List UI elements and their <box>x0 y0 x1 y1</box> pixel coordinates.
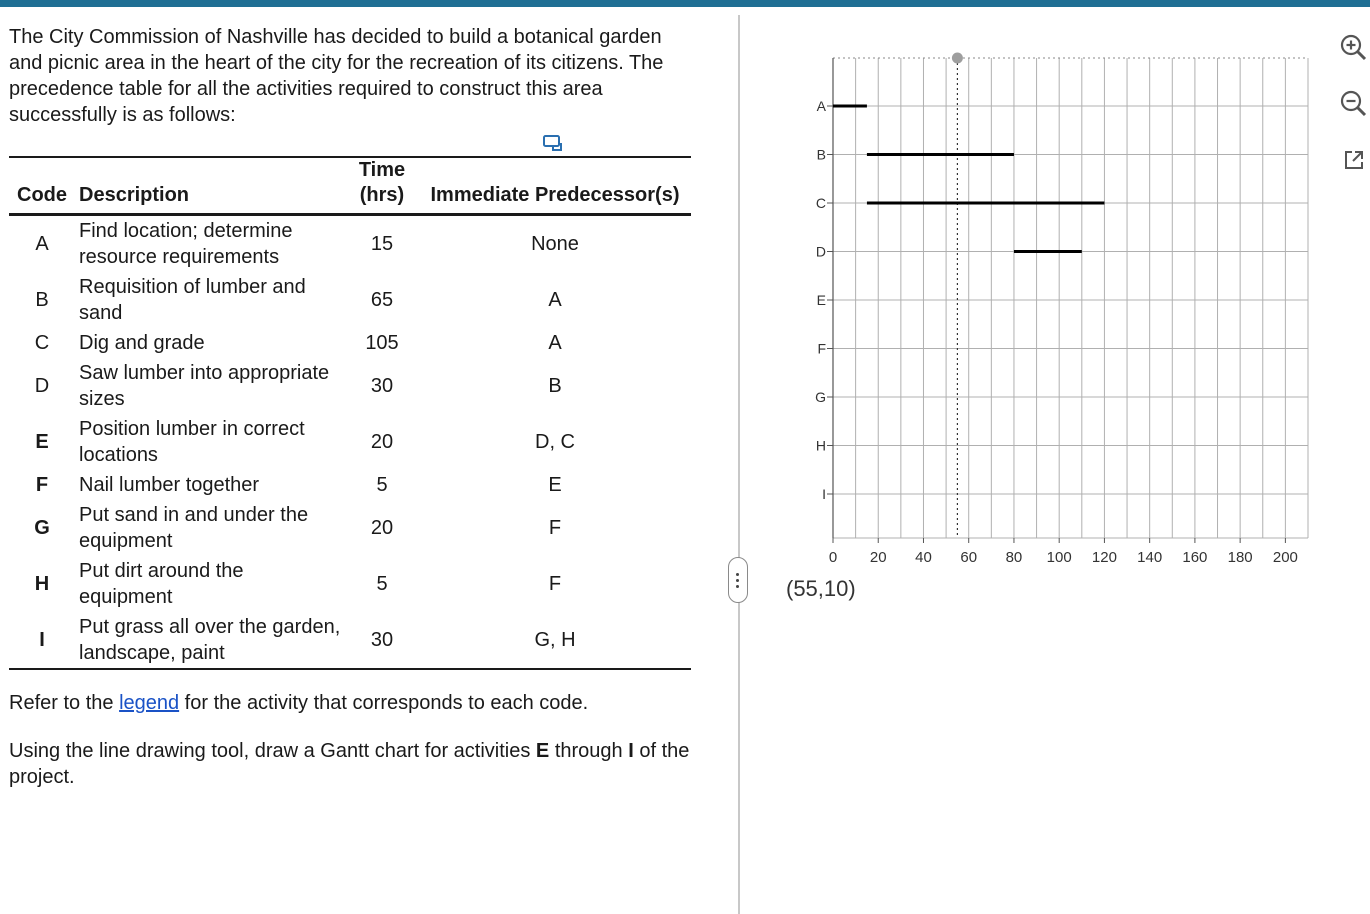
y-tick-label: F <box>817 340 826 357</box>
x-tick-label: 60 <box>960 549 978 566</box>
row-description: Put sand in and under the equipment <box>79 504 309 552</box>
header-predecessors: Immediate Predecessor(s) <box>430 184 680 206</box>
row-time: 5 <box>376 474 388 496</box>
row-time: 105 <box>365 332 399 354</box>
row-code: A <box>35 233 49 255</box>
table-row <box>9 272 691 328</box>
row-description: Put dirt around the equipment <box>79 560 244 608</box>
row-time: 65 <box>370 289 394 311</box>
y-tick-label: C <box>815 195 826 211</box>
y-tick-label: B <box>816 146 826 163</box>
row-predecessors: F <box>548 517 562 539</box>
row-code: D <box>34 375 50 397</box>
table-body <box>9 215 691 670</box>
row-code: H <box>34 573 50 595</box>
row-time: 5 <box>376 573 388 595</box>
table-row <box>9 328 691 358</box>
refer-before: Refer to the <box>9 692 120 714</box>
row-time: 20 <box>370 431 394 453</box>
row-code: E <box>35 431 49 453</box>
table-row <box>9 556 691 612</box>
table-row <box>9 358 691 414</box>
instr-bold-i: I <box>628 740 634 762</box>
gantt-chart[interactable] <box>780 40 1320 570</box>
zoom-out-icon[interactable] <box>1338 88 1368 118</box>
x-tick-label: 80 <box>1005 549 1023 566</box>
x-tick-label: 160 <box>1182 549 1208 566</box>
x-tick-label: 0 <box>828 549 838 566</box>
row-description: Put grass all over the garden, landscape, paint <box>79 616 341 664</box>
row-description: Requisition of lumber and sand <box>79 276 306 324</box>
header-code: Code <box>17 184 67 206</box>
copy-table-icon[interactable] <box>542 134 564 152</box>
x-tick-label: 100 <box>1046 549 1072 566</box>
popout-icon[interactable] <box>1342 148 1366 172</box>
instr-bold-e: E <box>535 740 550 762</box>
coordinate-readout: (55,10) <box>786 576 856 601</box>
top-accent-bar <box>0 0 1370 7</box>
table-row <box>9 414 691 470</box>
y-tick-label: I <box>822 486 826 502</box>
instr-part2: through <box>549 740 629 762</box>
row-predecessors: B <box>548 375 562 397</box>
y-tick-label: A <box>816 98 826 114</box>
x-tick-label: 40 <box>915 549 932 566</box>
row-description: Position lumber in correct locations <box>79 418 305 466</box>
header-time-line1: Time <box>358 159 406 181</box>
table-row <box>9 215 691 273</box>
x-tick-label: 200 <box>1272 549 1298 566</box>
table-row <box>9 612 691 669</box>
row-code: I <box>39 629 45 651</box>
panel-divider <box>738 15 740 914</box>
table-header-row <box>9 157 691 215</box>
row-time: 20 <box>370 517 394 539</box>
row-predecessors: A <box>548 289 562 311</box>
header-time <box>345 157 419 215</box>
precedence-table <box>9 156 691 670</box>
row-description: Saw lumber into appropriate sizes <box>79 362 330 410</box>
instr-part1: Using the line drawing tool, draw a Gantt chart for activities <box>9 740 536 762</box>
zoom-in-icon[interactable] <box>1338 32 1368 62</box>
refer-legend-text <box>9 690 588 716</box>
x-tick-label: 140 <box>1137 549 1163 566</box>
x-tick-label: 120 <box>1091 549 1117 566</box>
instruction-text <box>9 738 699 790</box>
table-row <box>9 500 691 556</box>
row-predecessors: E <box>548 474 562 496</box>
row-description: Find location; determine resource requirements <box>79 220 293 268</box>
question-panel <box>9 24 691 788</box>
row-predecessors: F <box>548 573 562 595</box>
row-code: G <box>34 517 50 539</box>
y-tick-label: H <box>815 437 826 454</box>
x-tick-label: 20 <box>869 549 887 566</box>
row-time: 30 <box>370 629 394 651</box>
row-predecessors: G, H <box>534 629 576 651</box>
row-predecessors: None <box>531 233 579 255</box>
x-tick-label: 180 <box>1227 549 1253 566</box>
y-tick-label: E <box>816 292 826 308</box>
row-description: Dig and grade <box>79 332 205 354</box>
row-time: 30 <box>370 375 394 397</box>
y-tick-label: G <box>815 389 826 405</box>
header-description: Description <box>79 184 190 206</box>
row-time: 15 <box>370 233 394 255</box>
row-code: F <box>35 474 49 496</box>
row-code: C <box>34 332 50 354</box>
cursor-point <box>952 53 963 64</box>
table-row <box>9 470 691 500</box>
y-tick-label: D <box>815 243 826 260</box>
instr-part3: of the project. <box>9 740 690 788</box>
row-code: B <box>35 289 49 311</box>
row-predecessors: A <box>548 332 562 354</box>
header-time-line2: (hrs) <box>359 184 405 206</box>
intro-text: The City Commission of Nashville has decided to build a botanical garden and picnic area in the heart of the city for the recreation of its citizens. The precedence table for all the activities required to construct this area successfully is as follows: <box>9 26 664 126</box>
row-predecessors: D, C <box>535 431 575 453</box>
panel-resize-handle[interactable] <box>728 557 748 603</box>
refer-after: for the activity that corresponds to each code. <box>179 692 589 714</box>
legend-link[interactable]: legend <box>119 692 180 714</box>
row-description: Nail lumber together <box>79 474 260 496</box>
